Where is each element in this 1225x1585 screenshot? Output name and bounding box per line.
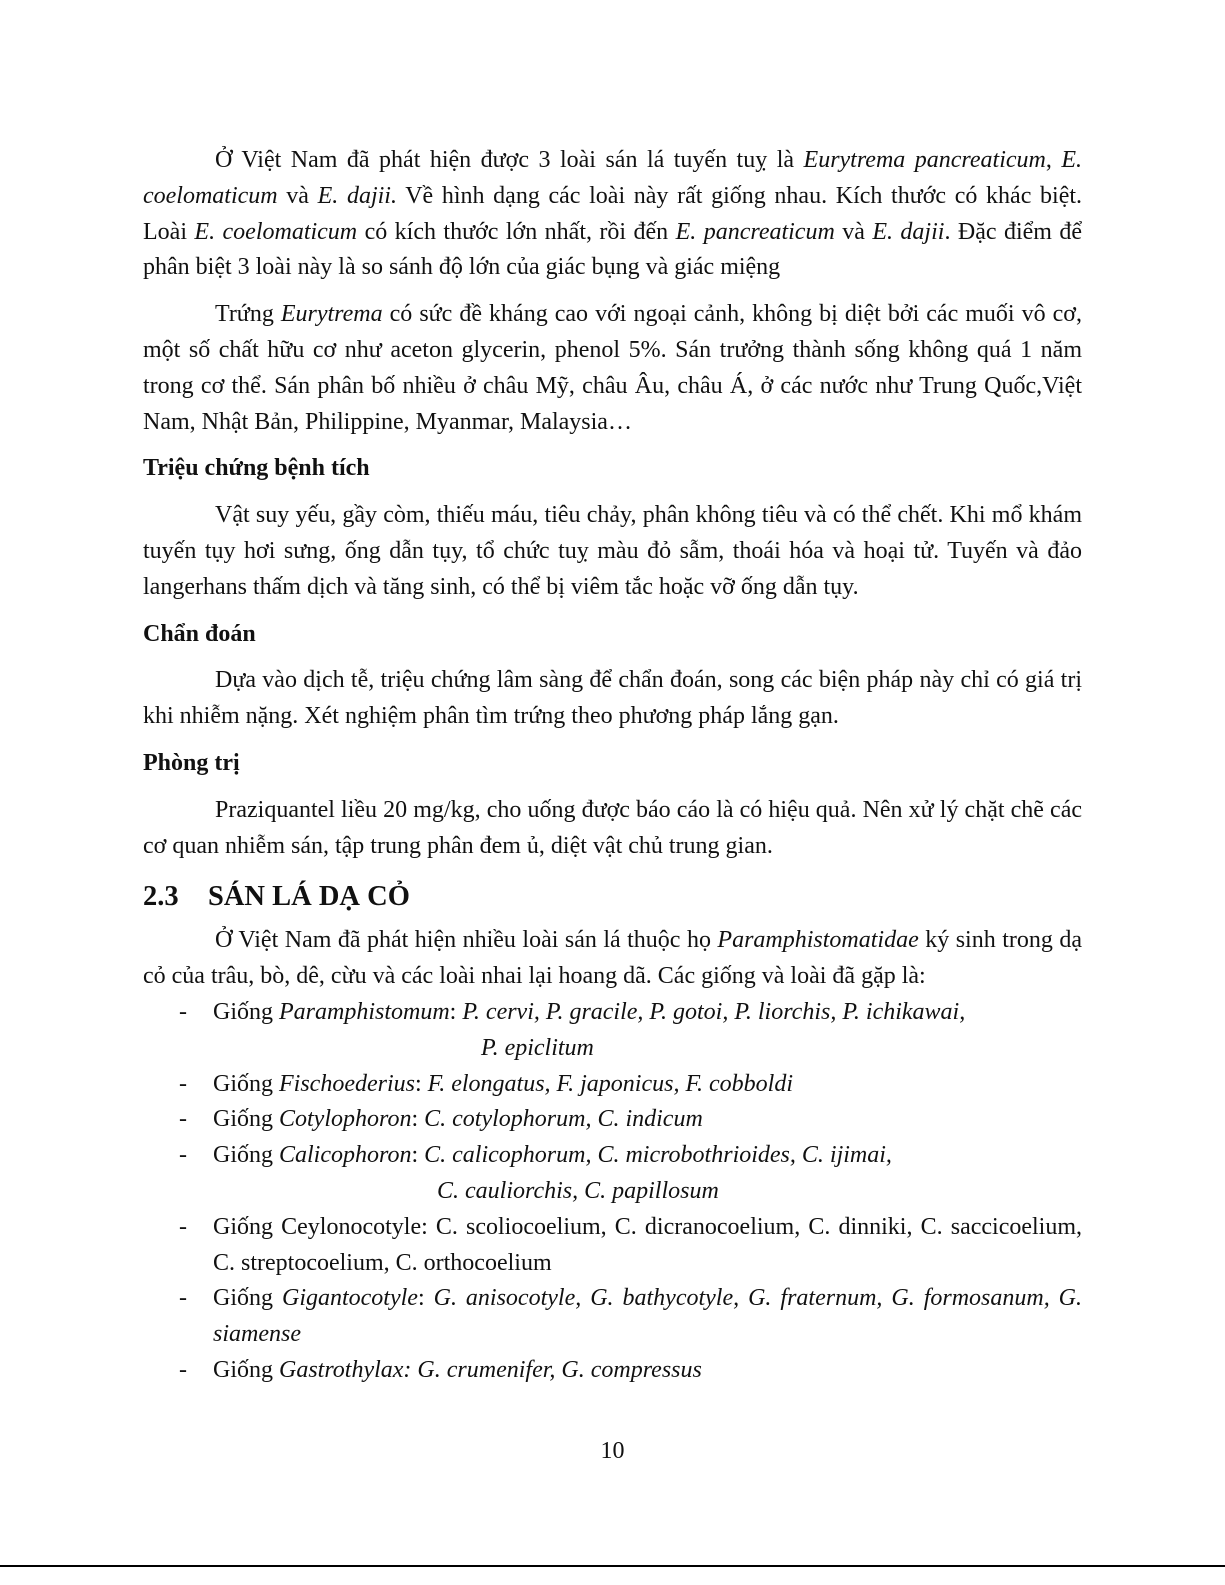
text-run: Ở Việt Nam đã phát hiện được 3 loài sán lá tuyến tuỵ là xyxy=(215,147,804,173)
genus-name: Gastrothylax: G. crumenifer, G. compressus xyxy=(279,1356,702,1383)
bottom-border xyxy=(0,1565,1225,1567)
page-number: 10 xyxy=(600,1438,625,1464)
list-dash: - xyxy=(179,1213,187,1240)
genus-list xyxy=(143,995,1082,1389)
section-title-text: SÁN LÁ DẠ CỎ xyxy=(208,881,410,913)
species-list: C. cotylophorum, C. indicum xyxy=(424,1106,703,1133)
genus-name: Cotylophoron xyxy=(279,1106,412,1133)
section-number: 2.3 xyxy=(143,881,179,913)
paragraph-diagnosis: Dựa vào dịch tễ, triệu chứng lâm sàng để chẩn đoán, song các biện pháp này chỉ có giá trị khi nhiễm nặng. Xét nghiệm phân tìm trứng theo phương pháp lắng gạn. xyxy=(143,667,1082,730)
paragraph-section-intro xyxy=(143,923,1082,995)
species-list: C. calicophorum, C. microbothrioides, C. ijimai, xyxy=(424,1142,892,1169)
list-item xyxy=(143,1102,1082,1138)
text-run: , xyxy=(1045,147,1062,173)
species-name: E. coelomaticum xyxy=(194,218,358,245)
species-list: P. cervi, P. gracile, P. gotoi, P. liorchis, P. ichikawai, xyxy=(462,998,966,1025)
text-run: Ở Việt Nam đã phát hiện nhiều loài sán lá thuộc họ xyxy=(215,927,718,954)
text-run: Về hình dạng các loài này rất giống nhau. Kích thước có khác biệt. Loài xyxy=(143,182,1083,245)
species-name: E. pancreaticum xyxy=(675,218,835,245)
text-run: ký sinh trong dạ cỏ của trâu, bò, dê, cừu và các loài nhai lại hoang dã. Các giống và loài đã gặp là: xyxy=(143,927,1082,990)
heading-diagnosis: Chẩn đoán xyxy=(143,620,256,647)
paragraph-intro-2 xyxy=(143,297,1082,440)
paragraph-treatment: Praziquantel liều 20 mg/kg, cho uống được báo cáo là có hiệu quả. Nên xử lý chặt chẽ các cơ quan nhiễm sán, tập trung phân đem ủ, diệt vật chủ trung gian. xyxy=(143,796,1082,859)
text-run: và xyxy=(277,182,318,209)
text-run: Giống Ceylonocotyle: C. scoliocoelium, C. dicranocoelium, C. dinniki, C. saccicoelium, C. streptocoelium, C. orthocoelium xyxy=(213,1213,1082,1276)
genus-name: Eurytrema xyxy=(280,301,383,328)
species-name: Eurytrema pancreaticum xyxy=(803,147,1046,173)
species-list: G. anisocotyle, G. bathycotyle, G. fraternum, G. formosanum, G. siamense xyxy=(213,1285,1083,1348)
list-dash: - xyxy=(179,1356,187,1383)
list-item xyxy=(143,1138,1082,1210)
paragraph-intro-1 xyxy=(143,143,1082,286)
text-run: Giống xyxy=(213,1106,279,1133)
list-item xyxy=(143,1281,1082,1353)
family-name: Paramphistomatidae xyxy=(717,927,919,954)
text-run: và xyxy=(834,218,873,245)
species-continuation: C. cauliorchis, C. papillosum xyxy=(437,1177,719,1204)
text-run: Giống xyxy=(213,1070,279,1097)
section-title xyxy=(143,877,1082,917)
text-run: có kích thước lớn nhất, rồi đến xyxy=(357,218,676,245)
text-run: : xyxy=(449,998,463,1025)
list-dash: - xyxy=(179,1285,187,1312)
text-run: : xyxy=(411,1106,425,1133)
genus-name: Calicophoron xyxy=(279,1142,412,1169)
text-run: Giống xyxy=(213,998,279,1025)
paragraph-symptoms: Vật suy yếu, gầy còm, thiếu máu, tiêu chảy, phân không tiêu và có thể chết. Khi mổ khám tuyến tụy hơi sưng, ống dẫn tụy, tổ chức tuỵ màu đỏ sẫm, thoái hóa và hoại tử. Tuyến và đảo langerhans thấm dịch và tăng sinh, có thể bị viêm tắc hoặc vỡ ống dẫn tụy. xyxy=(143,502,1082,600)
list-dash: - xyxy=(179,1070,187,1097)
page-body xyxy=(143,143,1082,1389)
text-run: Giống xyxy=(213,1285,282,1312)
species-name: E. dajii xyxy=(872,218,945,245)
list-item xyxy=(143,1210,1082,1282)
text-run: : xyxy=(417,1285,434,1312)
genus-name: Fischoederius xyxy=(279,1070,415,1097)
text-run: : xyxy=(411,1142,425,1169)
heading-symptoms: Triệu chứng bệnh tích xyxy=(143,455,370,482)
text-run: Giống xyxy=(213,1142,279,1169)
heading-treatment: Phòng trị xyxy=(143,749,240,776)
list-dash: - xyxy=(179,1106,187,1133)
text-run: : xyxy=(414,1070,428,1097)
species-list: F. elongatus, F. japonicus, F. cobboldi xyxy=(427,1070,793,1097)
text-run: Giống xyxy=(213,1356,279,1383)
text-run: Trứng xyxy=(215,301,281,328)
text-run: có sức đề kháng cao với ngoại cảnh, không bị diệt bởi các muối vô cơ, một số chất hữu cơ như aceton glycerin, phenol 5%. Sán trưởng thành sống không quá 1 năm trong cơ thể. Sán phân bố nhiều ở châu Mỹ, châu Âu, châu Á, ở các nước như Trung Quốc,Việt Nam, Nhật Bản, Philippine, Myanmar, Malaysia… xyxy=(143,301,1082,435)
species-name: E. coelomaticum xyxy=(143,147,1083,209)
text-run: . Đặc điểm để phân biệt 3 loài này là so sánh độ lớn của giác bụng và giác miệng xyxy=(143,218,1083,281)
list-item xyxy=(143,995,1082,1067)
list-dash: - xyxy=(179,998,187,1025)
list-item xyxy=(143,1067,1082,1103)
genus-name: Gigantocotyle xyxy=(281,1285,418,1312)
list-dash: - xyxy=(179,1142,187,1169)
species-name: E. dajii. xyxy=(317,182,397,209)
list-item xyxy=(143,1353,1082,1389)
genus-name: Paramphistomum xyxy=(279,998,450,1025)
species-continuation: P. epiclitum xyxy=(481,1034,594,1061)
